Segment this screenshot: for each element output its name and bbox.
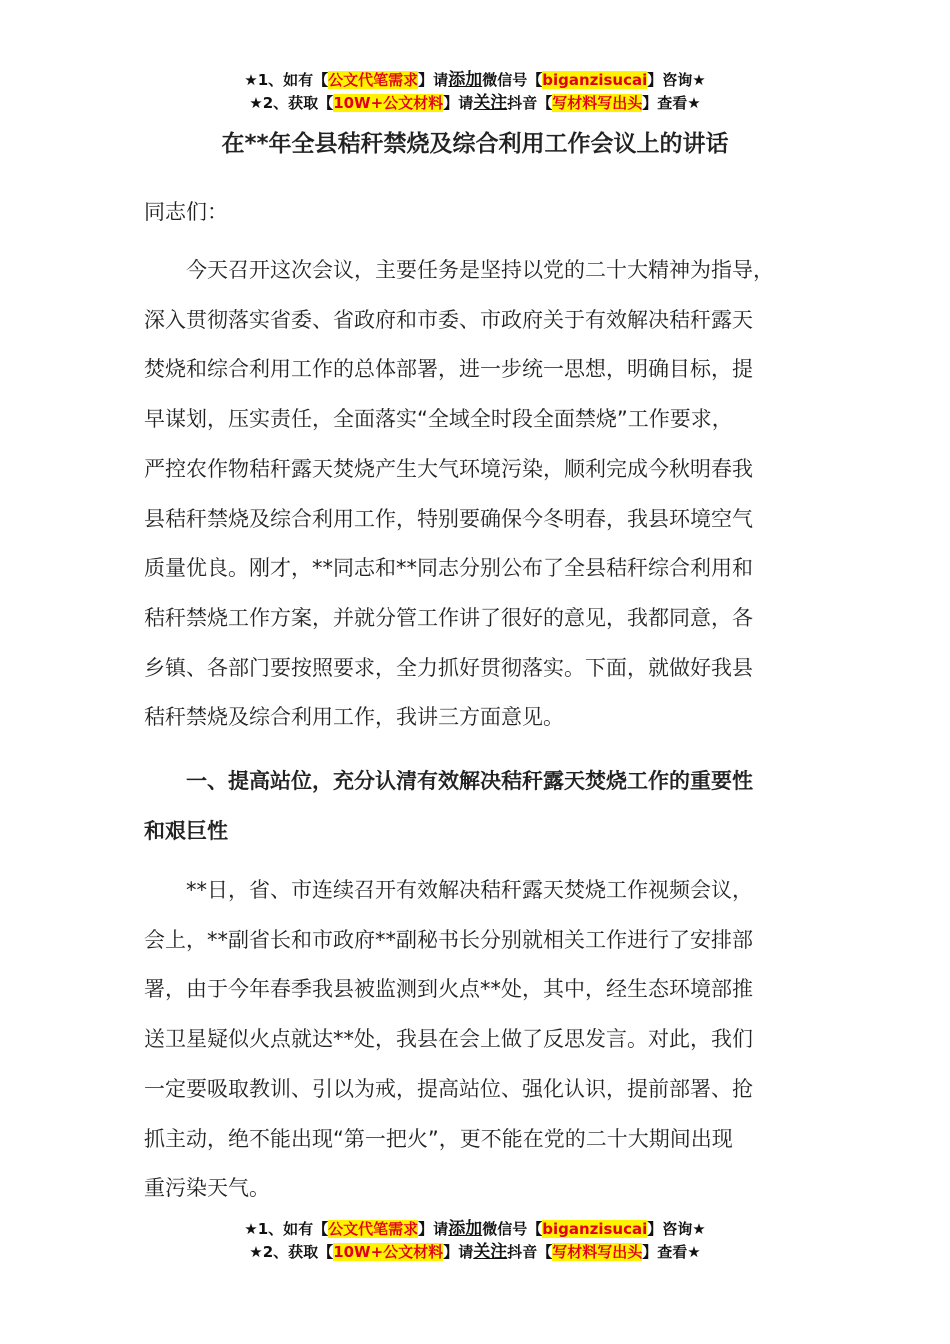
text-line: 秸秆禁烧及综合利用工作，我讲三方面意见。: [144, 705, 564, 730]
heading-line: 和艰巨性: [144, 819, 228, 843]
document-title: 在**年全县秸秆禁烧及综合利用工作会议上的讲话: [221, 131, 729, 157]
promo-highlight: biganzisucai: [542, 1220, 648, 1238]
text-line: 抓主动，绝不能出现“第一把火”，更不能在党的二十大期间出现: [144, 1126, 733, 1151]
promo-underline-text: 添加: [448, 70, 483, 90]
promo-text: ★2、获取【: [249, 1243, 334, 1261]
promo-highlight: 公文代笔需求: [328, 71, 419, 89]
promo-banner-bottom: [0, 1218, 950, 1264]
promo-highlight: biganzisucai: [542, 71, 648, 89]
promo-line-2: [0, 1241, 950, 1264]
salutation: 同志们：: [144, 200, 228, 224]
promo-text: 抖音【: [507, 1243, 553, 1261]
promo-text: ★2、获取【: [249, 94, 334, 112]
text-line: 一定要吸取教训、引以为戒，提高站位、强化认识，提前部署、抢: [144, 1076, 753, 1101]
text-line: 重污染天气。: [144, 1176, 270, 1201]
promo-highlight: 写材料写出头: [552, 1243, 643, 1261]
promo-text: 】查看★: [642, 94, 701, 112]
promo-highlight: 10W+公文材料: [333, 1243, 444, 1261]
promo-text: ★1、如有【: [244, 1220, 329, 1238]
promo-underline-text: 关注: [473, 93, 508, 113]
text-line: 县秸秆禁烧及综合利用工作，特别要确保今冬明春，我县环境空气: [144, 506, 753, 531]
text-line: 署，由于今年春季我县被监测到火点**处，其中，经生态环境部推: [144, 977, 753, 1002]
promo-text: 微信号【: [482, 71, 543, 89]
text-line: 早谋划，压实责任，全面落实“全域全时段全面禁烧”工作要求，: [144, 407, 733, 432]
text-line: 秸秆禁烧工作方案，并就分管工作讲了很好的意见，我都同意，各: [144, 605, 753, 630]
promo-underline-text: 关注: [473, 1242, 508, 1262]
paragraph-section-1: [144, 866, 816, 1214]
promo-underline-text: 添加: [448, 1219, 483, 1239]
promo-highlight: 公文代笔需求: [328, 1220, 419, 1238]
promo-banner-top: [0, 69, 950, 115]
text-line: 送卫星疑似火点就达**处，我县在会上做了反思发言。对此，我们: [144, 1027, 753, 1052]
paragraph-intro: [144, 246, 816, 743]
text-line: **日，省、市连续召开有效解决秸秆露天焚烧工作视频会议，: [186, 878, 753, 902]
promo-text: 】请: [418, 71, 449, 89]
promo-text: 】查看★: [642, 1243, 701, 1261]
text-line: 今天召开这次会议，主要任务是坚持以党的二十大精神为指导，: [186, 258, 774, 282]
text-line: 严控农作物秸秆露天焚烧产生大气环境污染，顺利完成今秋明春我: [144, 456, 753, 481]
promo-highlight: 10W+公文材料: [333, 94, 444, 112]
text-line: 会上，**副省长和市政府**副秘书长分别就相关工作进行了安排部: [144, 927, 753, 952]
promo-line-1: [0, 69, 950, 92]
text-line: 焚烧和综合利用工作的总体部署，进一步统一思想，明确目标，提: [144, 357, 753, 382]
promo-line-1: [0, 1218, 950, 1241]
promo-text: 】咨询★: [647, 1220, 706, 1238]
promo-text: 】请: [443, 1243, 474, 1261]
section-heading-1: [144, 756, 816, 856]
text-line: 质量优良。刚才，**同志和**同志分别公布了全县秸秆综合利用和: [144, 556, 753, 581]
text-line: 深入贯彻落实省委、省政府和市委、市政府关于有效解决秸秆露天: [144, 307, 753, 332]
promo-text: ★1、如有【: [244, 71, 329, 89]
promo-text: 】请: [443, 94, 474, 112]
promo-highlight: 写材料写出头: [552, 94, 643, 112]
text-line: 乡镇、各部门要按照要求，全力抓好贯彻落实。下面，就做好我县: [144, 655, 753, 680]
promo-line-2: [0, 92, 950, 115]
heading-line: 一、提高站位，充分认清有效解决秸秆露天焚烧工作的重要性: [186, 769, 753, 793]
promo-text: 微信号【: [482, 1220, 543, 1238]
promo-text: 】请: [418, 1220, 449, 1238]
promo-text: 抖音【: [507, 94, 553, 112]
promo-text: 】咨询★: [647, 71, 706, 89]
